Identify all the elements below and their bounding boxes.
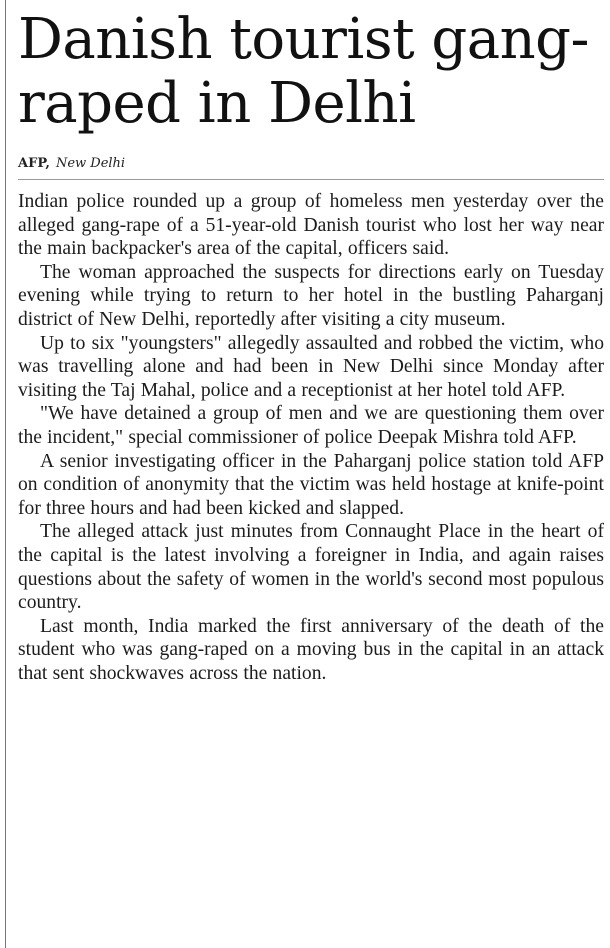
paragraph: "We have detained a group of men and we are questioning them over the incident," special commissioner of police Deepak Mishra told AFP. [18, 403, 604, 448]
paragraph: Indian police rounded up a group of homeless men yesterday over the alleged gang-rape of a 51-year-old Danish tourist who lost her way near the main backpacker's area of the capital, officers said. [18, 191, 604, 260]
article-body [18, 190, 604, 685]
byline-dateline: New Delhi [55, 156, 126, 171]
byline-divider [18, 179, 604, 180]
byline [18, 156, 604, 172]
paragraph: The alleged attack just minutes from Connaught Place in the heart of the capital is the latest involving a foreigner in India, and again raises questions about the safety of women in the world's second most populous country. [18, 521, 604, 614]
byline-agency: AFP, [18, 156, 50, 171]
paragraph: The woman approached the suspects for directions early on Tuesday evening while trying to return to her hotel in the bustling Paharganj district of New Delhi, reportedly after visiting a city museum. [18, 261, 604, 330]
paragraph: Last month, India marked the first anniversary of the death of the student who was gang-raped on a moving bus in the capital in an attack that sent shockwaves across the nation. [18, 615, 604, 684]
news-article [18, 8, 604, 685]
paragraph: Up to six "youngsters" allegedly assaulted and robbed the victim, who was travelling alone and had been in New Delhi since Monday after visiting the Taj Mahal, police and a receptionist at her hotel told AFP. [18, 332, 604, 401]
headline: Danish tourist gang-raped in Delhi [18, 7, 589, 136]
paragraph: A senior investigating officer in the Paharganj police station told AFP on condition of anonymity that the victim was held hostage at knife-point for three hours and had been kicked and slapped. [18, 450, 604, 519]
column-rule [5, 0, 6, 948]
